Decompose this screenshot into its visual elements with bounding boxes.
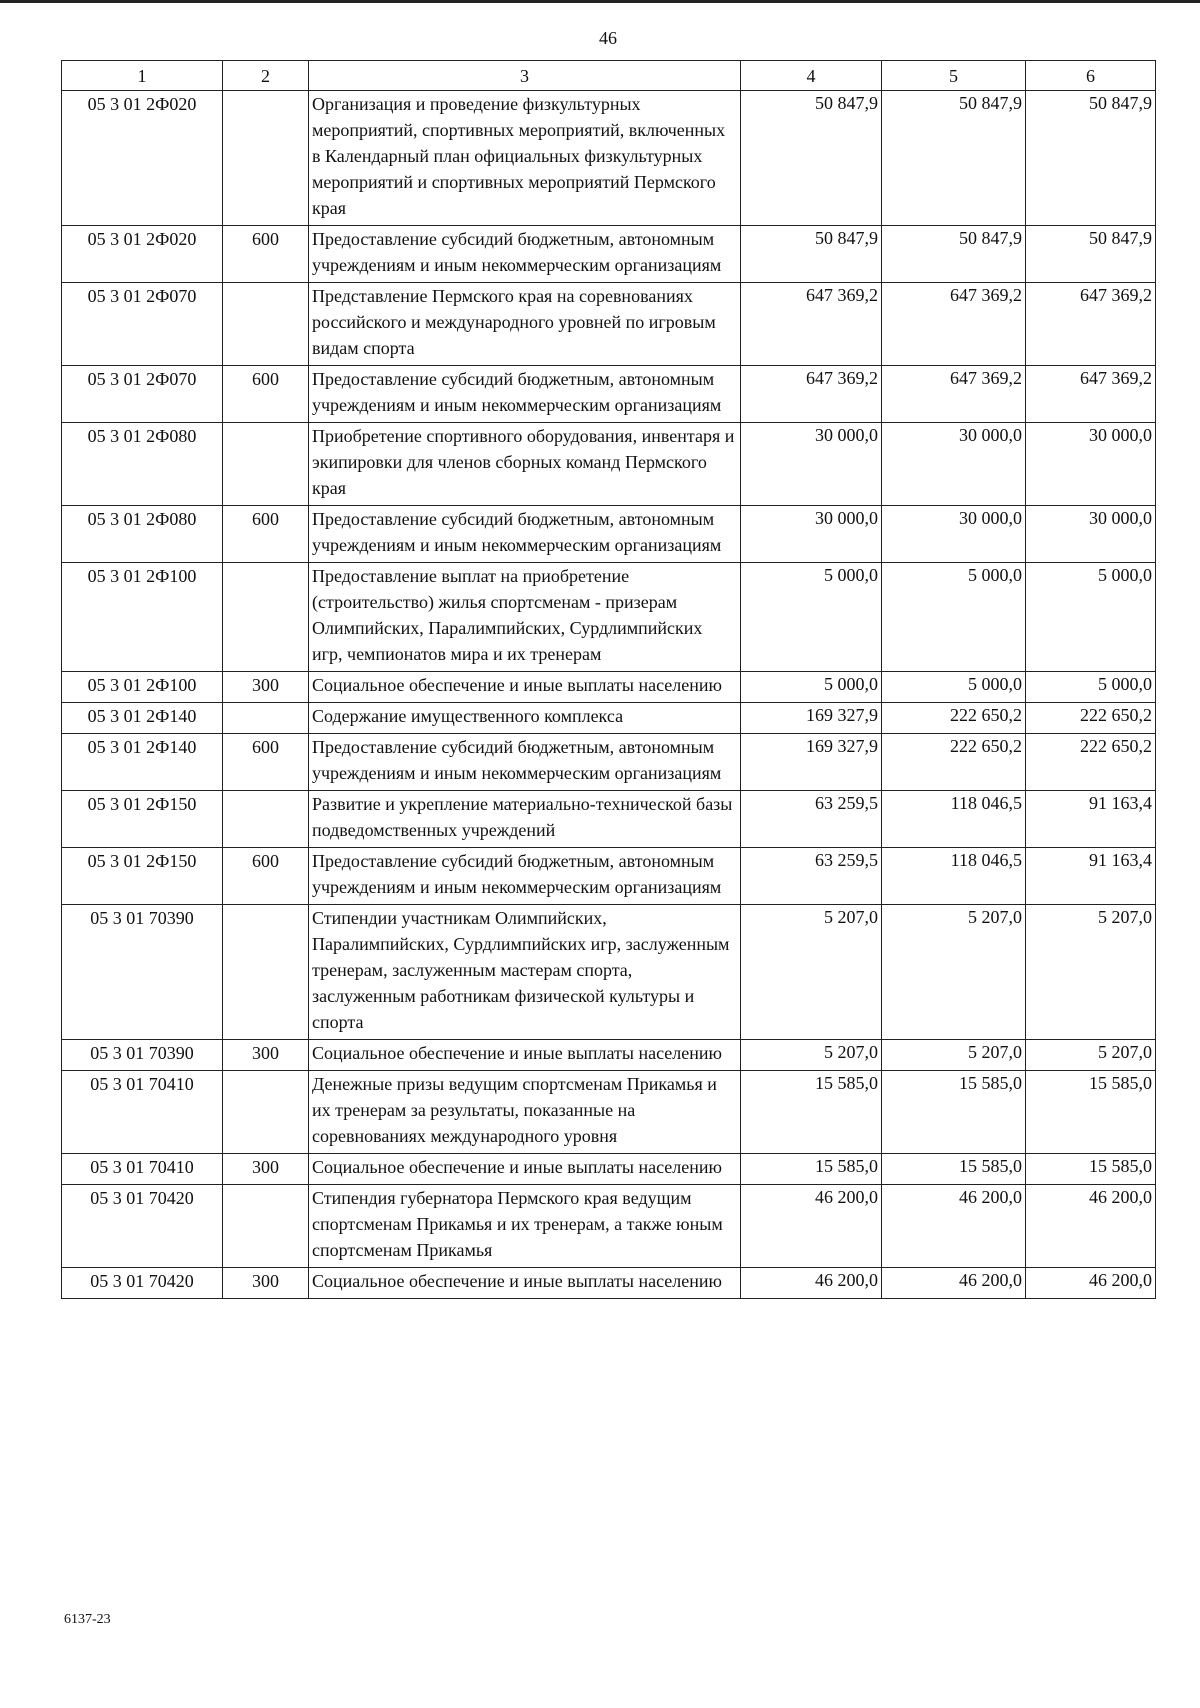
expense-type-code [223, 423, 309, 506]
table-row [62, 1040, 1156, 1071]
classification-code: 05 3 01 2Ф070 [62, 366, 223, 423]
expense-type-code [223, 283, 309, 366]
amount-col-5: 50 847,9 [882, 226, 1026, 283]
amount-col-6: 15 585,0 [1026, 1071, 1156, 1154]
amount-col-5: 222 650,2 [882, 703, 1026, 734]
amount-col-6: 46 200,0 [1026, 1268, 1156, 1299]
classification-code: 05 3 01 2Ф150 [62, 791, 223, 848]
expense-type-code: 300 [223, 1040, 309, 1071]
classification-code: 05 3 01 70410 [62, 1154, 223, 1185]
amount-col-4: 15 585,0 [741, 1071, 882, 1154]
table-row [62, 506, 1156, 563]
amount-col-5: 118 046,5 [882, 791, 1026, 848]
amount-col-5: 647 369,2 [882, 366, 1026, 423]
expense-name: Социальное обеспечение и иные выплаты населению [309, 1154, 741, 1185]
table-header [62, 61, 1156, 91]
amount-col-4: 169 327,9 [741, 703, 882, 734]
amount-col-4: 50 847,9 [741, 226, 882, 283]
expense-type-code: 300 [223, 1154, 309, 1185]
amount-col-4: 30 000,0 [741, 423, 882, 506]
amount-col-4: 15 585,0 [741, 1154, 882, 1185]
classification-code: 05 3 01 2Ф150 [62, 848, 223, 905]
expense-type-code: 600 [223, 734, 309, 791]
amount-col-5: 5 207,0 [882, 1040, 1026, 1071]
classification-code: 05 3 01 2Ф140 [62, 703, 223, 734]
expense-name: Социальное обеспечение и иные выплаты населению [309, 1040, 741, 1071]
amount-col-4: 30 000,0 [741, 506, 882, 563]
classification-code: 05 3 01 2Ф020 [62, 91, 223, 226]
amount-col-5: 50 847,9 [882, 91, 1026, 226]
table-row [62, 423, 1156, 506]
table-row [62, 1154, 1156, 1185]
expense-name: Представление Пермского края на соревнованиях российского и международного уровней по игровым видам спорта [309, 283, 741, 366]
column-header: 5 [882, 61, 1026, 91]
expense-type-code: 300 [223, 672, 309, 703]
table-row [62, 848, 1156, 905]
expense-name: Социальное обеспечение и иные выплаты населению [309, 1268, 741, 1299]
expense-name: Предоставление субсидий бюджетным, автономным учреждениям и иным некоммерческим организациям [309, 366, 741, 423]
expense-type-code: 600 [223, 226, 309, 283]
column-header: 4 [741, 61, 882, 91]
expense-name: Предоставление субсидий бюджетным, автономным учреждениям и иным некоммерческим организациям [309, 848, 741, 905]
amount-col-4: 46 200,0 [741, 1268, 882, 1299]
amount-col-6: 5 000,0 [1026, 672, 1156, 703]
table-row [62, 672, 1156, 703]
column-header: 3 [309, 61, 741, 91]
column-header: 2 [223, 61, 309, 91]
expense-type-code [223, 791, 309, 848]
expense-name: Стипендии участникам Олимпийских, Паралимпийских, Сурдлимпийских игр, заслуженным тренерам, заслуженным мастерам спорта, заслуженным работникам физической культуры и спорта [309, 905, 741, 1040]
table-row [62, 1071, 1156, 1154]
table-row [62, 734, 1156, 791]
table-row [62, 563, 1156, 672]
classification-code: 05 3 01 70390 [62, 905, 223, 1040]
amount-col-4: 50 847,9 [741, 91, 882, 226]
classification-code: 05 3 01 2Ф070 [62, 283, 223, 366]
amount-col-4: 63 259,5 [741, 848, 882, 905]
table-row [62, 791, 1156, 848]
expense-type-code [223, 905, 309, 1040]
amount-col-4: 647 369,2 [741, 283, 882, 366]
classification-code: 05 3 01 2Ф140 [62, 734, 223, 791]
amount-col-4: 46 200,0 [741, 1185, 882, 1268]
classification-code: 05 3 01 2Ф020 [62, 226, 223, 283]
amount-col-5: 46 200,0 [882, 1268, 1026, 1299]
expense-name: Предоставление субсидий бюджетным, автономным учреждениям и иным некоммерческим организациям [309, 734, 741, 791]
expense-type-code: 300 [223, 1268, 309, 1299]
table-row [62, 1268, 1156, 1299]
amount-col-4: 5 207,0 [741, 905, 882, 1040]
table-row [62, 366, 1156, 423]
expense-type-code: 600 [223, 848, 309, 905]
column-header: 6 [1026, 61, 1156, 91]
amount-col-5: 5 207,0 [882, 905, 1026, 1040]
classification-code: 05 3 01 2Ф080 [62, 506, 223, 563]
table-row [62, 703, 1156, 734]
amount-col-6: 5 000,0 [1026, 563, 1156, 672]
amount-col-5: 647 369,2 [882, 283, 1026, 366]
amount-col-4: 5 000,0 [741, 563, 882, 672]
classification-code: 05 3 01 70410 [62, 1071, 223, 1154]
expense-type-code: 600 [223, 506, 309, 563]
amount-col-5: 46 200,0 [882, 1185, 1026, 1268]
amount-col-5: 15 585,0 [882, 1154, 1026, 1185]
amount-col-6: 5 207,0 [1026, 905, 1156, 1040]
classification-code: 05 3 01 70390 [62, 1040, 223, 1071]
amount-col-6: 50 847,9 [1026, 226, 1156, 283]
table-row [62, 905, 1156, 1040]
expense-name: Стипендия губернатора Пермского края ведущим спортсменам Прикамья и их тренерам, а также юным спортсменам Прикамья [309, 1185, 741, 1268]
amount-col-4: 63 259,5 [741, 791, 882, 848]
amount-col-5: 15 585,0 [882, 1071, 1026, 1154]
expense-type-code: 600 [223, 366, 309, 423]
amount-col-6: 647 369,2 [1026, 366, 1156, 423]
page-number: 46 [599, 28, 617, 48]
amount-col-4: 5 000,0 [741, 672, 882, 703]
amount-col-4: 647 369,2 [741, 366, 882, 423]
budget-table [61, 60, 1156, 1299]
amount-col-5: 5 000,0 [882, 563, 1026, 672]
table-row [62, 91, 1156, 226]
amount-col-6: 647 369,2 [1026, 283, 1156, 366]
expense-name: Предоставление субсидий бюджетным, автономным учреждениям и иным некоммерческим организациям [309, 506, 741, 563]
scan-top-edge [0, 0, 1200, 3]
amount-col-5: 222 650,2 [882, 734, 1026, 791]
column-header: 1 [62, 61, 223, 91]
classification-code: 05 3 01 2Ф080 [62, 423, 223, 506]
amount-col-6: 46 200,0 [1026, 1185, 1156, 1268]
table-row [62, 226, 1156, 283]
amount-col-5: 30 000,0 [882, 506, 1026, 563]
amount-col-6: 91 163,4 [1026, 791, 1156, 848]
table-row [62, 283, 1156, 366]
document-code: 6137-23 [64, 1612, 111, 1627]
amount-col-5: 5 000,0 [882, 672, 1026, 703]
header-row [62, 61, 1156, 91]
expense-name: Организация и проведение физкультурных мероприятий, спортивных мероприятий, включенных в Календарный план официальных физкультурных мероприятий и спортивных мероприятий Пермского края [309, 91, 741, 226]
expense-type-code [223, 91, 309, 226]
amount-col-6: 30 000,0 [1026, 506, 1156, 563]
expense-type-code [223, 563, 309, 672]
expense-name: Приобретение спортивного оборудования, инвентаря и экипировки для членов сборных команд Пермского края [309, 423, 741, 506]
expense-name: Развитие и укрепление материально-технической базы подведомственных учреждений [309, 791, 741, 848]
amount-col-6: 222 650,2 [1026, 734, 1156, 791]
expense-name: Содержание имущественного комплекса [309, 703, 741, 734]
expense-name: Предоставление выплат на приобретение (строительство) жилья спортсменам - призерам Олимпийских, Паралимпийских, Сурдлимпийских игр, чемпионатов мира и их тренерам [309, 563, 741, 672]
amount-col-6: 91 163,4 [1026, 848, 1156, 905]
amount-col-6: 30 000,0 [1026, 423, 1156, 506]
amount-col-6: 50 847,9 [1026, 91, 1156, 226]
amount-col-6: 15 585,0 [1026, 1154, 1156, 1185]
amount-col-4: 169 327,9 [741, 734, 882, 791]
amount-col-4: 5 207,0 [741, 1040, 882, 1071]
table-body [62, 91, 1156, 1299]
expense-name: Денежные призы ведущим спортсменам Прикамья и их тренерам за результаты, показанные на соревнованиях международного уровня [309, 1071, 741, 1154]
expense-type-code [223, 703, 309, 734]
classification-code: 05 3 01 2Ф100 [62, 563, 223, 672]
expense-type-code [223, 1071, 309, 1154]
amount-col-5: 118 046,5 [882, 848, 1026, 905]
expense-name: Социальное обеспечение и иные выплаты населению [309, 672, 741, 703]
table-row [62, 1185, 1156, 1268]
amount-col-5: 30 000,0 [882, 423, 1026, 506]
expense-type-code [223, 1185, 309, 1268]
classification-code: 05 3 01 70420 [62, 1268, 223, 1299]
amount-col-6: 5 207,0 [1026, 1040, 1156, 1071]
expense-name: Предоставление субсидий бюджетным, автономным учреждениям и иным некоммерческим организациям [309, 226, 741, 283]
classification-code: 05 3 01 70420 [62, 1185, 223, 1268]
classification-code: 05 3 01 2Ф100 [62, 672, 223, 703]
amount-col-6: 222 650,2 [1026, 703, 1156, 734]
